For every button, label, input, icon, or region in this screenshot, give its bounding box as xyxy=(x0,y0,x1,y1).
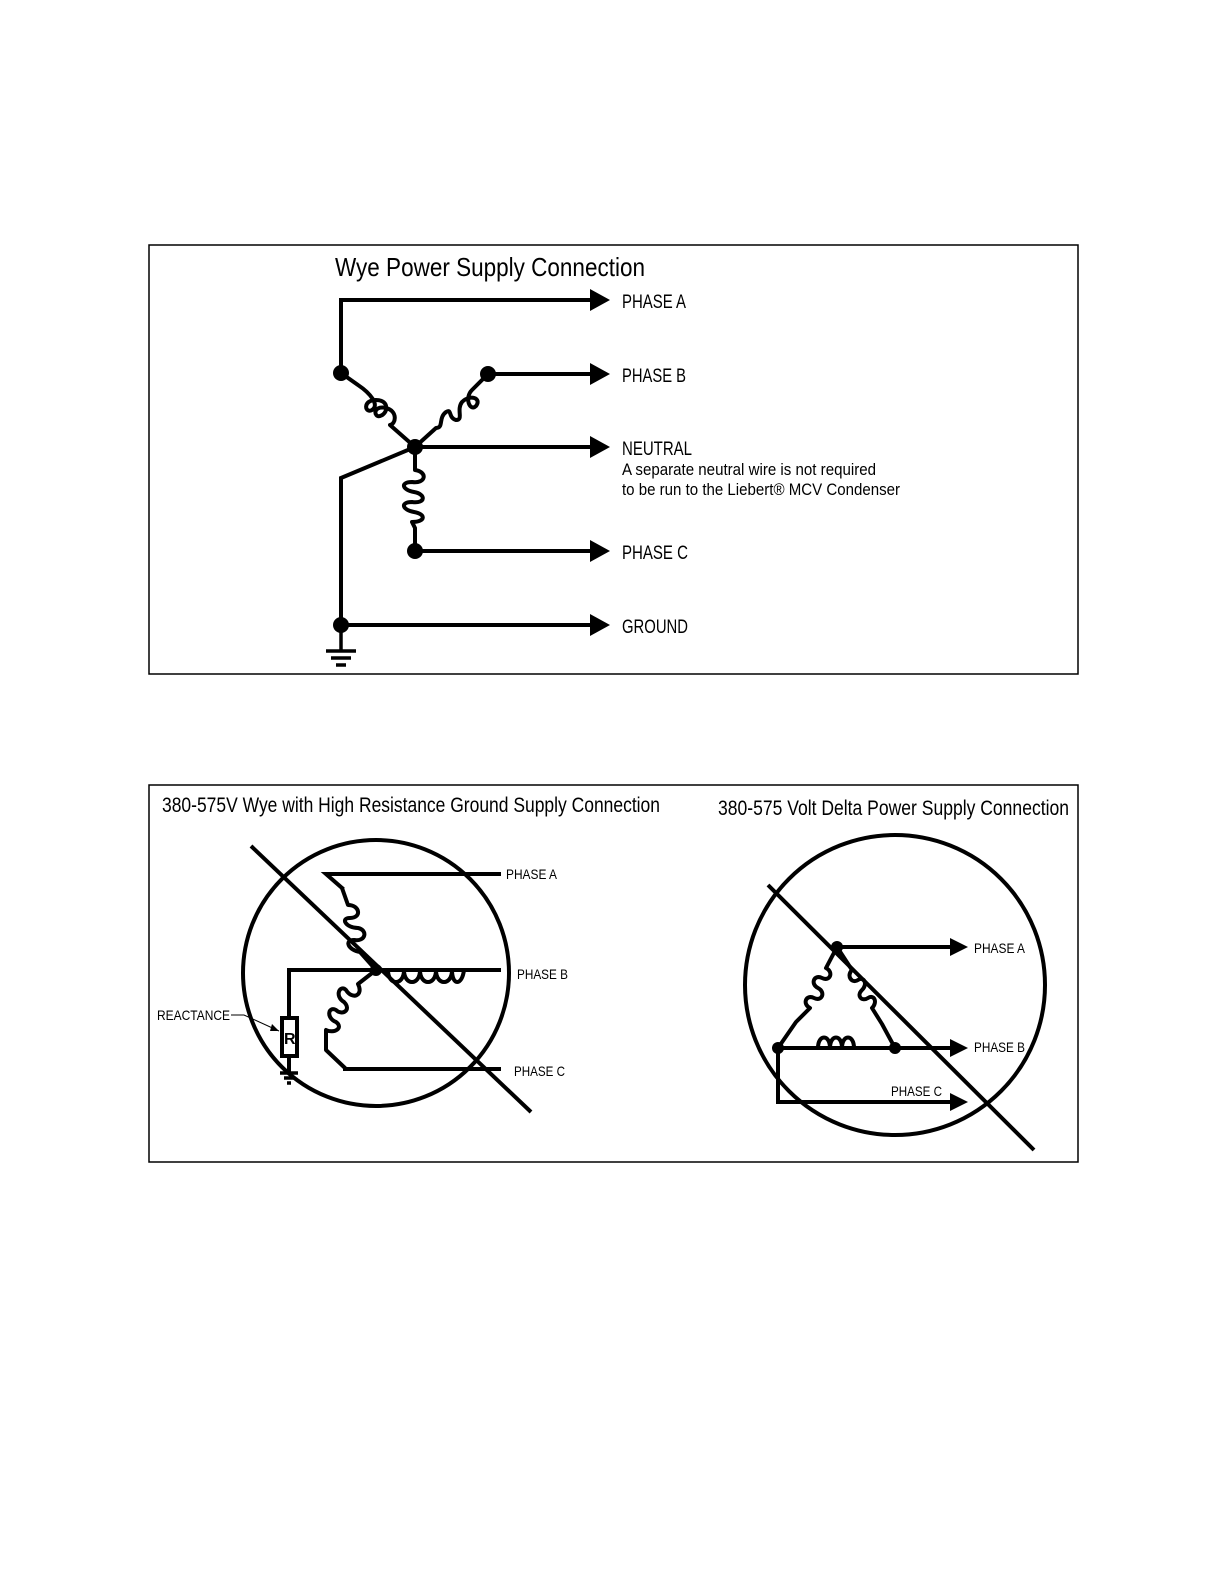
coil-b xyxy=(415,374,488,447)
delta-label-phase-a: PHASE A xyxy=(974,940,1026,956)
hrg-diagram xyxy=(157,794,660,1112)
hrg-label-reactance: REACTANCE xyxy=(157,1007,230,1023)
hrg-coil-c xyxy=(326,970,376,1068)
ground-arrow xyxy=(590,614,610,636)
wye-label-phase-b: PHASE B xyxy=(622,366,686,387)
wye-label-neutral: NEUTRAL xyxy=(622,439,692,460)
hrg-label-phase-a: PHASE A xyxy=(506,866,558,882)
reactance-leader-arrow xyxy=(270,1024,279,1031)
delta-label-phase-c: PHASE C xyxy=(891,1083,942,1099)
delta-diagram xyxy=(718,797,1069,1150)
delta-prohibit-slash xyxy=(768,885,1034,1150)
wye-label-phase-a: PHASE A xyxy=(622,292,687,313)
delta-phase-c-arrow xyxy=(950,1093,968,1111)
coil-a xyxy=(341,373,415,447)
delta-title: 380-575 Volt Delta Power Supply Connection xyxy=(718,797,1069,820)
neutral-to-ground-wire xyxy=(341,447,415,625)
wye-label-phase-c: PHASE C xyxy=(622,543,688,564)
node-neutral xyxy=(407,439,423,455)
bottom-panel xyxy=(149,785,1078,1162)
phase-a-wire xyxy=(341,300,592,373)
wye-neutral-note-1: A separate neutral wire is not required xyxy=(622,460,876,479)
hrg-label-phase-c: PHASE C xyxy=(514,1063,565,1079)
hrg-label-phase-b: PHASE B xyxy=(517,966,568,982)
phase-c-arrow xyxy=(590,540,610,562)
node-a xyxy=(333,365,349,381)
wye-panel-border xyxy=(149,245,1078,674)
wye-label-ground: GROUND xyxy=(622,617,688,638)
wye-neutral-note-2: to be run to the Liebert® MCV Condenser xyxy=(622,480,901,499)
delta-node-right xyxy=(889,1042,901,1054)
ground-symbol-icon xyxy=(326,625,356,665)
neutral-arrow xyxy=(590,436,610,458)
wye-title: Wye Power Supply Connection xyxy=(335,252,645,282)
delta-coil-left xyxy=(778,947,837,1048)
phase-a-arrow xyxy=(590,289,610,311)
hrg-title: 380-575V Wye with High Resistance Ground Supply Connection xyxy=(162,794,660,817)
node-b xyxy=(480,366,496,382)
phase-b-arrow xyxy=(590,363,610,385)
delta-phase-b-arrow xyxy=(950,1039,968,1057)
delta-label-phase-b: PHASE B xyxy=(974,1039,1025,1055)
resistor-label: R xyxy=(284,1031,296,1048)
delta-phase-a-arrow xyxy=(950,938,968,956)
node-c xyxy=(407,543,423,559)
wye-panel xyxy=(149,245,1078,674)
delta-node-left xyxy=(772,1042,784,1054)
coil-c xyxy=(404,447,424,551)
